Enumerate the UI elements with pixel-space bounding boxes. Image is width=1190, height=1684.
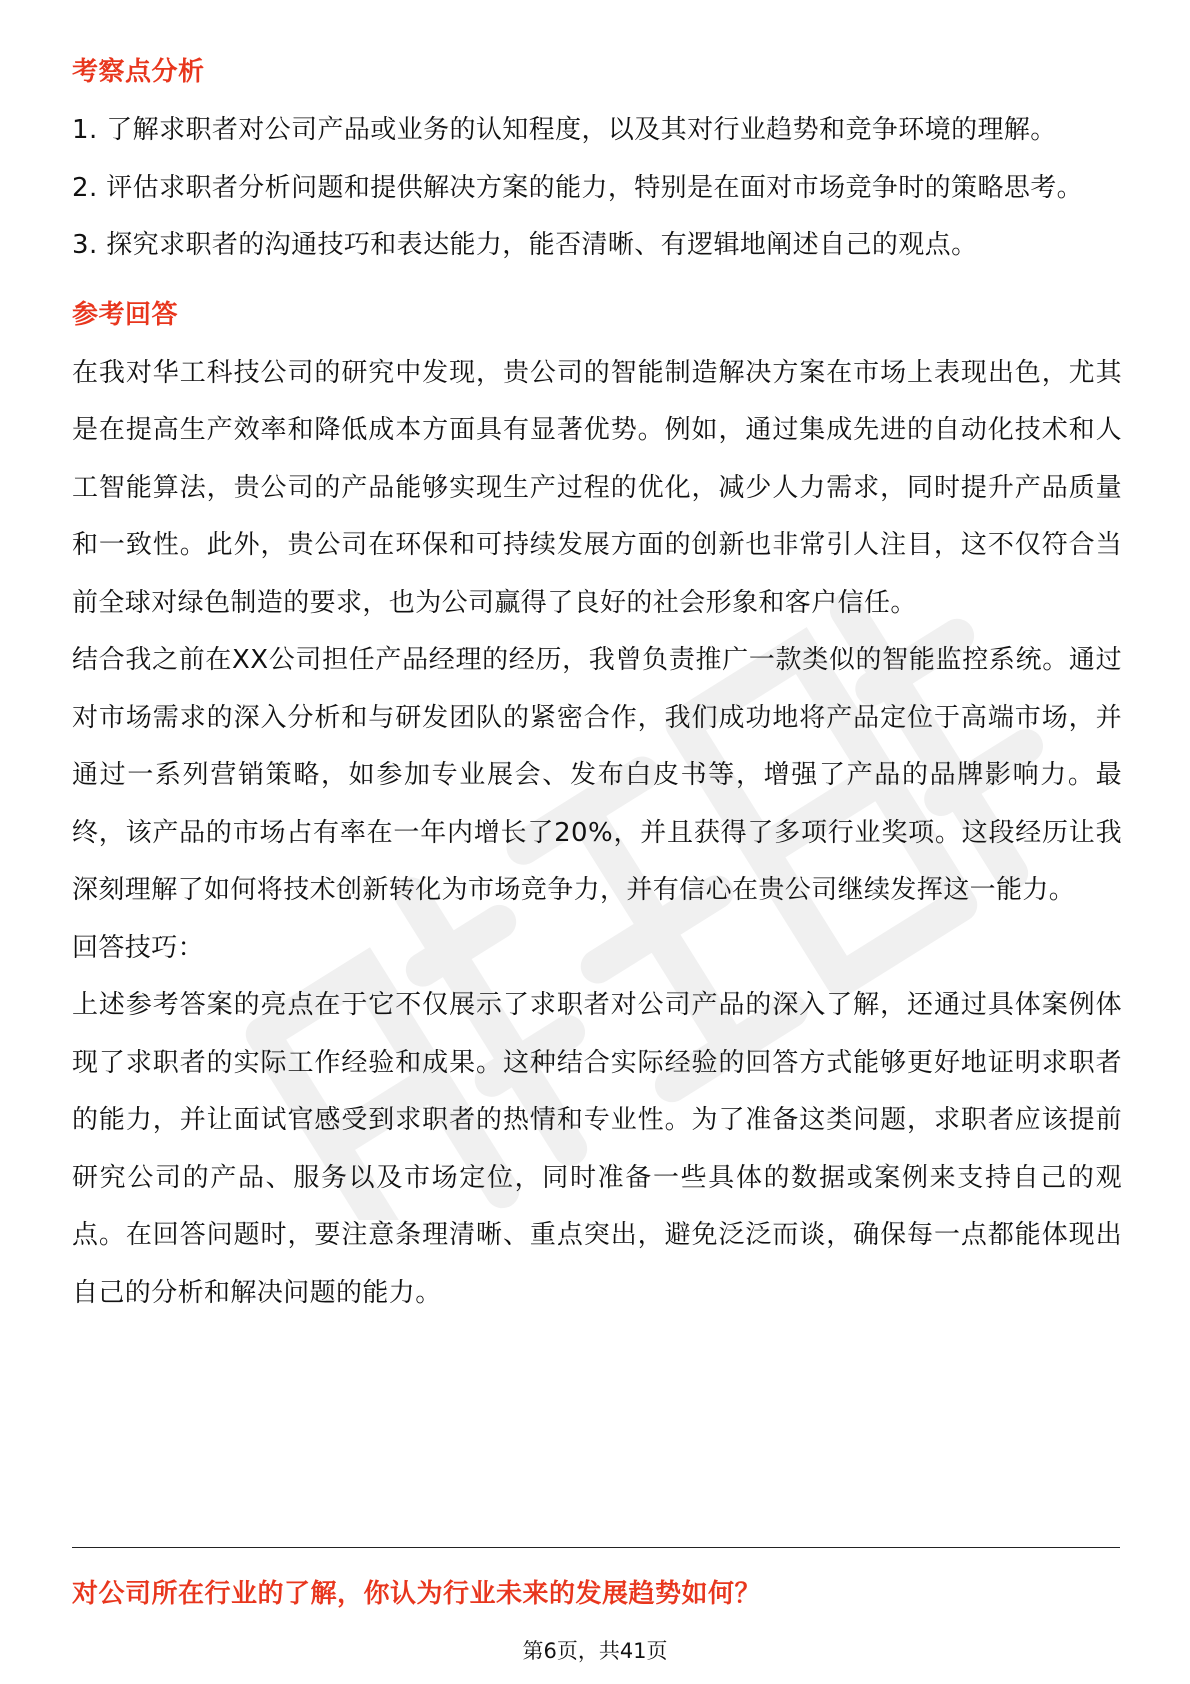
answer-section-title: 参考回答 <box>72 299 179 330</box>
page-footer: 第6页，共41页 <box>522 1639 668 1663</box>
analysis-item-2: 2. 评估求职者分析问题和提供解决方案的能力，特别是在面对市场竞争时的策略思考。 <box>72 172 1084 203</box>
answer-paragraph-1: 在我对华工科技公司的研究中发现，贵公司的智能制造解决方案在市场上表现出色，尤其是在提高生产效率和降低成本方面具有显著优势。例如，通过集成先进的自动化技术和人工智能算法，贵公司的产品能够实现生产过程的优化，减少人力需求，同时提升产品质量和一致性。此外，贵公司在环保和可持续发展方面的创新也非常引人注目，这不仅符合当前全球对绿色制造的要求，也为公司赢得了良好的社会形象和客户信任。 <box>72 357 1122 618</box>
analysis-item-1: 1. 了解求职者对公司产品或业务的认知程度，以及其对行业趋势和竞争环境的理解。 <box>72 115 1057 145</box>
document-body <box>72 50 1122 1322</box>
section-divider <box>72 1547 1120 1548</box>
tips-paragraph: 上述参考答案的亮点在于它不仅展示了求职者对公司产品的深入了解，还通过具体案例体现了求职者的实际工作经验和成果。这种结合实际经验的回答方式能够更好地证明求职者的能力，并让面试官感受到求职者的热情和专业性。为了准备这类问题，求职者应该提前研究公司的产品、服务以及市场定位，同时准备一些具体的数据或案例来支持自己的观点。在回答问题时，要注意条理清晰、重点突出，避免泛泛而谈，确保每一点都能体现出自己的分析和解决问题的能力。 <box>72 990 1122 1308</box>
answer-paragraph-2: 结合我之前在XX公司担任产品经理的经历，我曾负责推广一款类似的智能监控系统。通过对市场需求的深入分析和与研发团队的紧密合作，我们成功地将产品定位于高端市场，并通过一系列营销策略，如参加专业展会、发布白皮书等，增强了产品的品牌影响力。最终，该产品的市场占有率在一年内增长了20%，并且获得了多项行业奖项。这段经历让我深刻理解了如何将技术创新转化为市场竞争力，并有信心在贵公司继续发挥这一能力。 <box>72 645 1122 905</box>
tips-heading: 回答技巧： <box>72 932 205 963</box>
analysis-item-3: 3. 探究求职者的沟通技巧和表达能力，能否清晰、有逻辑地阐述自己的观点。 <box>72 230 978 260</box>
next-question-title: 对公司所在行业的了解，你认为行业未来的发展趋势如何？ <box>72 1579 762 1609</box>
analysis-section-title: 考察点分析 <box>72 57 205 87</box>
analysis-list <box>72 102 1122 275</box>
